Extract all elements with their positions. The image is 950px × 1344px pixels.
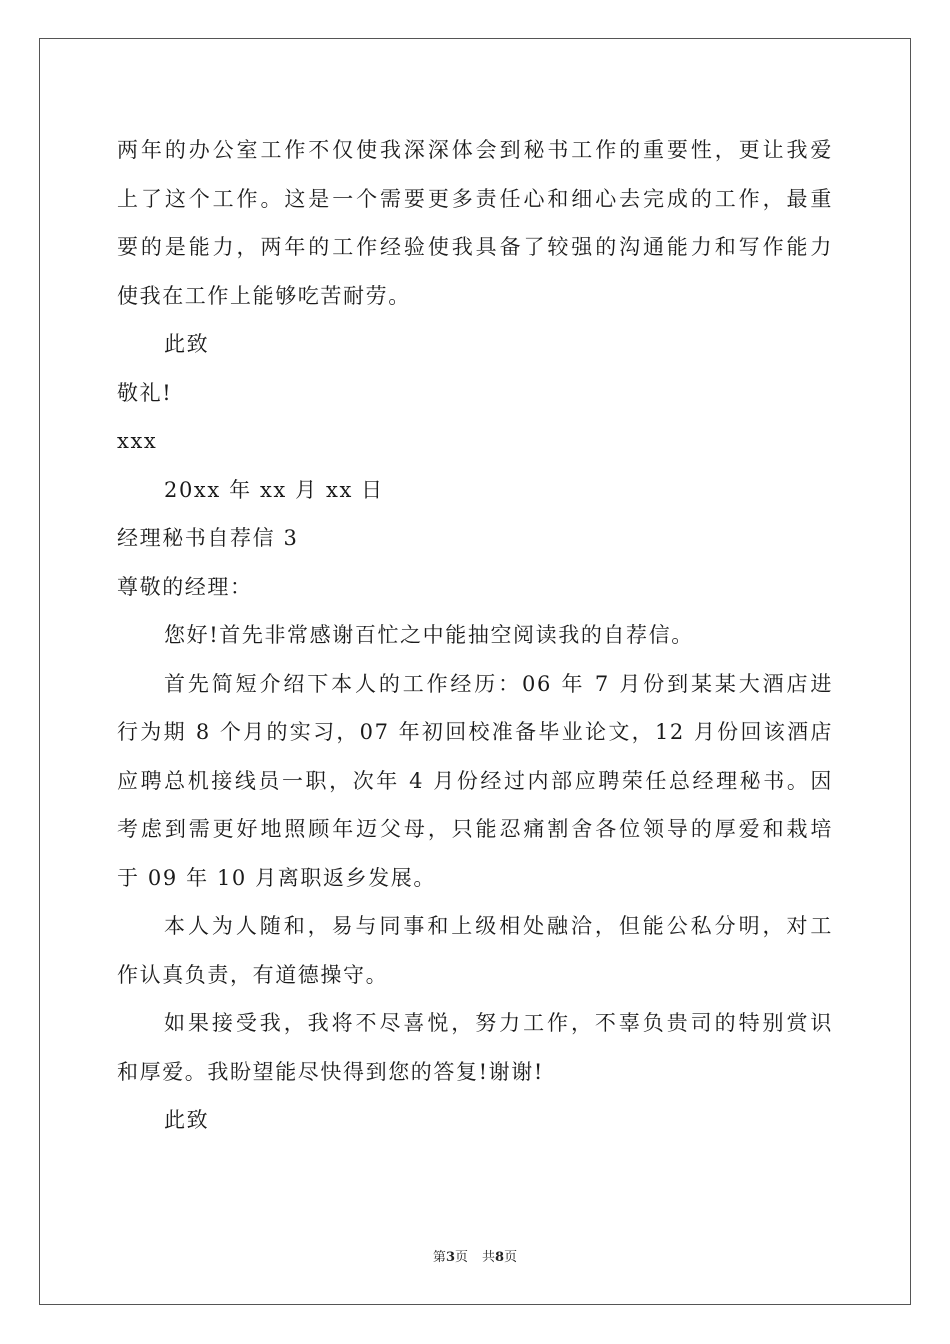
total-label-prefix: 共 [482,1250,496,1265]
paragraph-line: 您好!首先非常感谢百忙之中能抽空阅读我的自荐信。 [164,623,694,647]
paragraph-line: 要的是能力，两年的工作经验使我具备了较强的沟通能力和写作能力 [117,235,833,259]
greeting: 尊敬的经理： [117,574,253,599]
paragraph-line: 使我在工作上能够吃苦耐劳。 [117,283,411,308]
paragraph-line: 和厚爱。我盼望能尽快得到您的答复!谢谢! [117,1059,544,1084]
paragraph-line: 如果接受我，我将不尽喜悦，努力工作，不辜负贵司的特别赏识 [164,1011,833,1035]
paragraph-line: 本人为人随和，易与同事和上级相处融洽，但能公私分明，对工 [164,914,833,938]
signature-date: 20xx 年 xx 月 xx 日 [164,477,384,502]
paragraph-line: 作认真负责，有道德操守。 [117,962,389,987]
signature-name: xxx [117,429,158,453]
paragraph-line: 首先简短介绍下本人的工作经历：06 年 7 月份到某某大酒店进 [164,671,833,696]
page-total-number: 8 [495,1250,505,1265]
page-label-prefix: 第 [432,1250,446,1265]
letter-title: 经理秘书自荐信 3 [117,526,299,550]
page-footer [0,1246,950,1265]
closing-salutation: 此致 [164,1108,210,1132]
total-label-suffix: 页 [504,1250,518,1265]
closing-salutation: 此致 [164,332,210,356]
closing-respect: 敬礼! [117,380,173,405]
paragraph-line: 上了这个工作。这是一个需要更多责任心和细心去完成的工作，最重 [117,186,833,211]
paragraph-line: 行为期 8 个月的实习，07 年初回校准备毕业论文，12 月份回该酒店 [117,720,833,744]
paragraph-line: 两年的办公室工作不仅使我深深体会到秘书工作的重要性，更让我爱 [117,138,833,162]
paragraph-line: 于 09 年 10 月离职返乡发展。 [117,865,436,890]
paragraph-line: 考虑到需更好地照顾年迈父母，只能忍痛割舍各位领导的厚爱和栽培 [117,817,833,841]
document-body [117,126,833,1145]
paragraph-line: 应聘总机接线员一职，次年 4 月份经过内部应聘荣任总经理秘书。因 [117,768,833,793]
page-label-suffix: 页 [454,1250,468,1265]
page-current-number: 3 [445,1250,455,1265]
